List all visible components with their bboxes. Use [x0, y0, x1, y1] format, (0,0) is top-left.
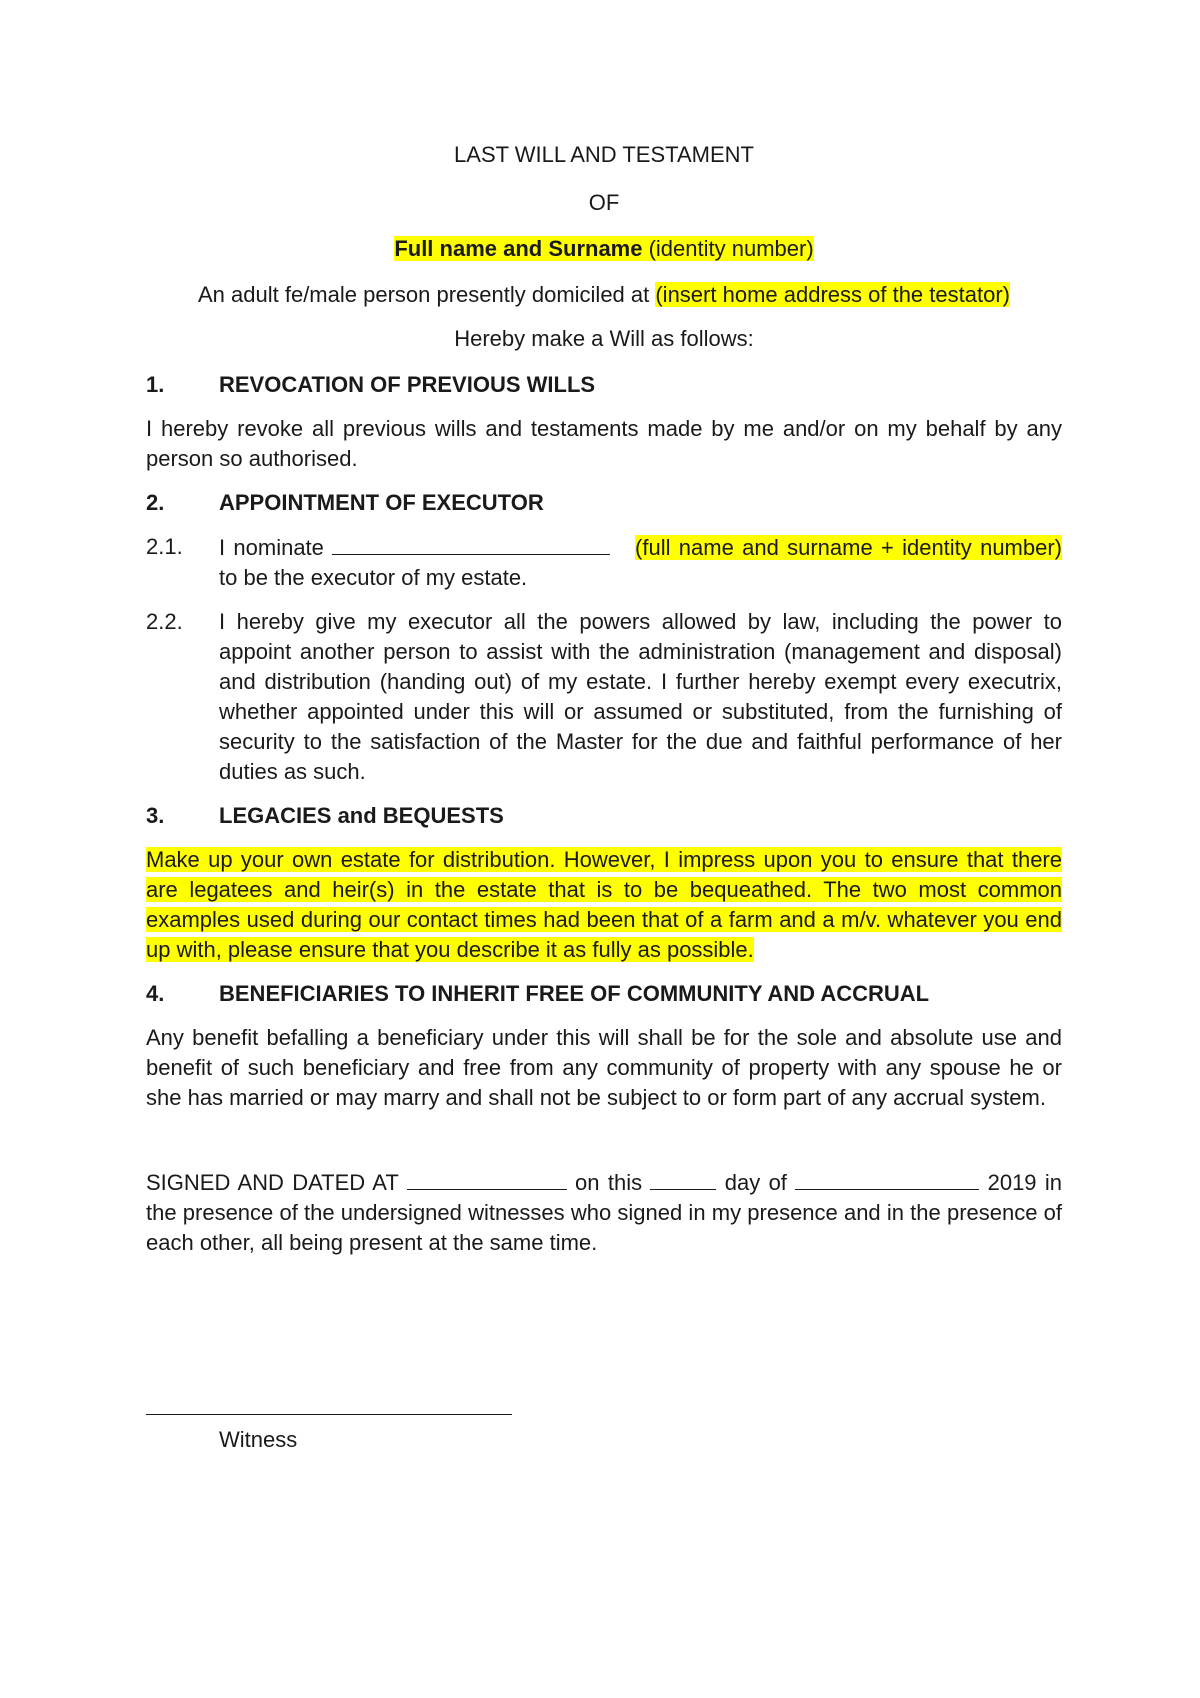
- signing-paragraph: [146, 1167, 1062, 1258]
- signing-place-blank: [407, 1167, 567, 1190]
- section-2-title: APPOINTMENT OF EXECUTOR: [219, 490, 544, 515]
- section-3-highlighted-text: Make up your own estate for distribution. However, I impress upon you to ensure that there are legatees and heir(s) in the estate that is to be bequeathed. The two most common examples used during our contact times had been that of a farm and a m/v. whatever you end up with, please ensure that you describe it as fully as possible.: [146, 847, 1062, 962]
- section-1-heading: [146, 370, 1062, 400]
- signing-month-blank: [795, 1167, 979, 1190]
- witness-signature-line: [146, 1398, 512, 1415]
- clause-2-1-prefix: I nominate: [219, 535, 333, 560]
- will-document: [146, 140, 1062, 1258]
- section-3-text: [146, 845, 1062, 965]
- section-4-heading: [146, 979, 1062, 1009]
- signing-day-blank: [650, 1167, 716, 1190]
- section-4-number: 4.: [146, 981, 165, 1006]
- witness-signature-block: [146, 1398, 512, 1453]
- signing-part-4: 2019 in the presence of the undersigned witnesses who signed in my presence and in the presence of each other, all being present at the same time.: [146, 1170, 1062, 1255]
- section-3-heading: [146, 801, 1062, 831]
- executor-placeholder: (full name and surname + identity number): [635, 535, 1062, 560]
- signing-part-3: day of: [716, 1170, 796, 1195]
- section-4-text: Any benefit befalling a beneficiary under this will shall be for the sole and absolute use and benefit of such beneficiary and free from any community of property with any spouse he or she has married or may marry and shall not be subject to or form part of any accrual system.: [146, 1025, 1062, 1110]
- clause-2-2: [146, 607, 1062, 787]
- section-1-title: REVOCATION OF PREVIOUS WILLS: [219, 372, 596, 397]
- document-title: LAST WILL AND TESTAMENT: [454, 142, 754, 167]
- section-2-number: 2.: [146, 490, 165, 515]
- hereby-line: Hereby make a Will as follows:: [454, 326, 754, 351]
- testator-name-line: [146, 234, 1062, 264]
- clause-2-1-suffix: to be the executor of my estate.: [219, 565, 528, 590]
- section-1-number: 1.: [146, 372, 165, 397]
- section-3-number: 3.: [146, 803, 165, 828]
- testator-name-placeholder: Full name and Surname: [394, 236, 643, 261]
- domicile-line: [146, 280, 1062, 310]
- clause-2-1: [146, 532, 1062, 593]
- domicile-prefix: An adult fe/male person presently domiciled at: [198, 282, 656, 307]
- clause-2-2-body: I hereby give my executor all the powers allowed by law, including the power to appoint another person to assist with the administration (management and disposal) and distribution (handing out) of my estate. I further hereby exempt every executrix, whether appointed under this will or assumed or substituted, from the furnishing of security to the satisfaction of the Master for the due and faithful performance of her duties as such.: [219, 609, 1062, 784]
- clause-2-1-number: 2.1.: [146, 534, 183, 559]
- signing-part-2: on this: [566, 1170, 651, 1195]
- domicile-placeholder: (insert home address of the testator): [655, 282, 1010, 307]
- testator-id-placeholder: (identity number): [642, 236, 814, 261]
- document-of: OF: [588, 190, 620, 215]
- section-2-heading: [146, 488, 1062, 518]
- section-3-title: LEGACIES and BEQUESTS: [219, 803, 504, 828]
- clause-2-1-body: [219, 532, 1062, 593]
- clause-2-2-number: 2.2.: [146, 609, 183, 634]
- executor-name-blank: [332, 532, 610, 555]
- spacer: [146, 1127, 1062, 1167]
- signing-part-1: SIGNED AND DATED AT: [146, 1170, 407, 1195]
- section-4-title: BENEFICIARIES TO INHERIT FREE OF COMMUNITY AND ACCRUAL: [219, 981, 930, 1006]
- witness-label: Witness: [219, 1427, 298, 1452]
- section-1-text: I hereby revoke all previous wills and testaments made by me and/or on my behalf by any person so authorised.: [146, 416, 1062, 471]
